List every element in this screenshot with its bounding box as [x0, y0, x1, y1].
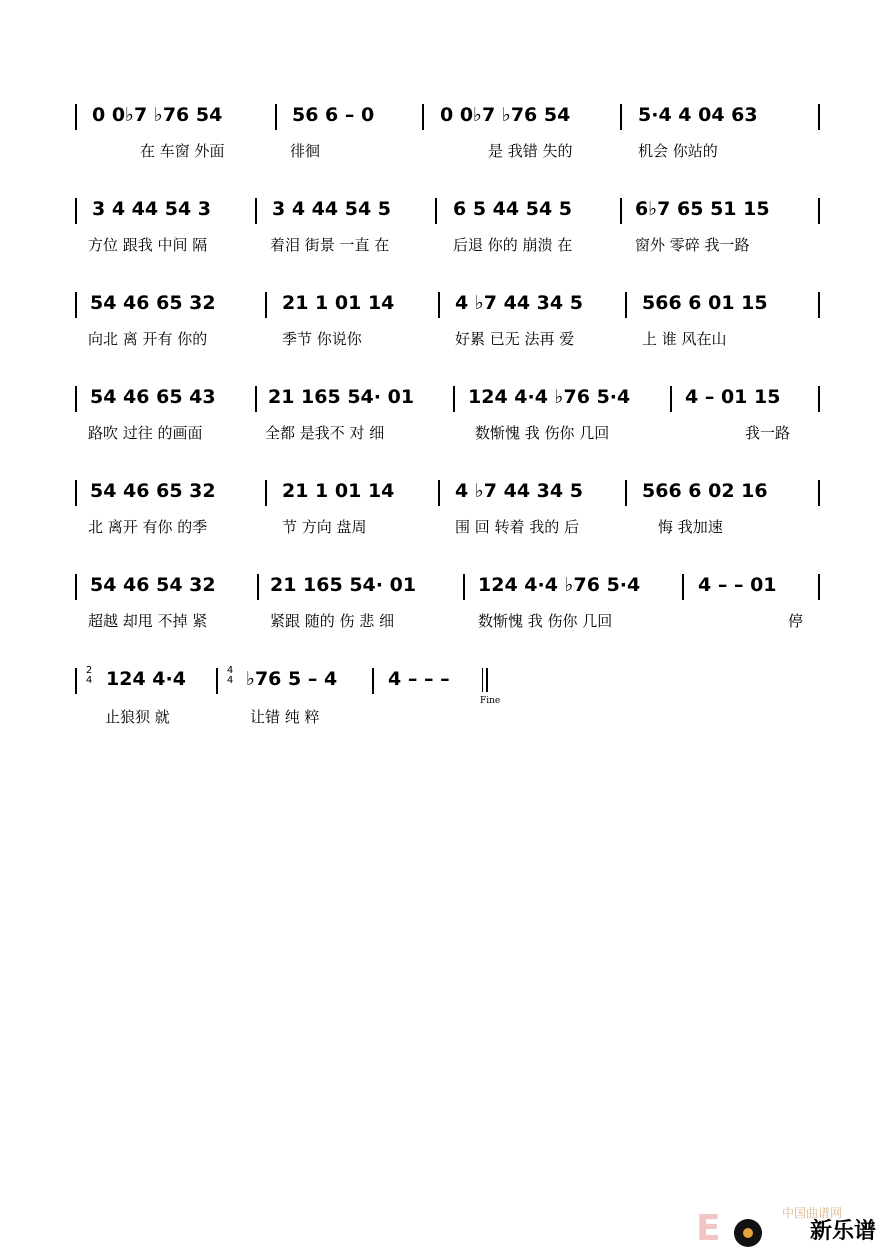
measure-notes: 54 46 65 32 — [90, 292, 216, 314]
barline — [438, 292, 440, 318]
measure-notes: 4 – – 01 — [698, 574, 777, 596]
measure-notes: 566 6 01 15 — [642, 292, 768, 314]
measure-lyrics: 全都 是我不 对 细 — [265, 424, 385, 442]
barline — [453, 386, 455, 412]
barline — [255, 386, 257, 412]
barline — [463, 574, 465, 600]
time-signature-bottom: 4 — [226, 675, 234, 686]
barline — [75, 292, 77, 318]
measure-lyrics: 让错 纯 粹 — [250, 708, 320, 726]
measure-lyrics: 后退 你的 崩溃 在 — [453, 236, 573, 254]
score-row-7 — [70, 662, 510, 742]
measure-notes: 5·4 4 04 63 — [638, 104, 758, 126]
measure-lyrics: 方位 跟我 中间 隔 — [88, 236, 208, 254]
score-row-4 — [70, 380, 830, 460]
measure-notes: 56 6 – 0 — [292, 104, 375, 126]
measure-notes: 6 5 44 54 5 — [453, 198, 573, 220]
measure-lyrics: 路吹 过往 的画面 — [88, 424, 203, 442]
barline — [75, 480, 77, 506]
measure-lyrics: 向北 离 开有 你的 — [88, 330, 208, 348]
measure-lyrics: 悔 我加速 — [658, 518, 723, 536]
barline — [620, 198, 622, 224]
measure-lyrics: 停 — [788, 612, 804, 630]
measure-lyrics: 节 方向 盘周 — [282, 518, 367, 536]
measure-lyrics: 上 谁 风在山 — [642, 330, 727, 348]
barline — [275, 104, 277, 130]
barline — [75, 574, 77, 600]
measure-notes: 21 165 54· 01 — [270, 574, 417, 596]
barline — [670, 386, 672, 412]
score-row-5 — [70, 474, 830, 554]
barline — [438, 480, 440, 506]
measure-notes: 566 6 02 16 — [642, 480, 768, 502]
measure-lyrics: 我一路 — [745, 424, 791, 442]
measure-notes: 54 46 65 32 — [90, 480, 216, 502]
barline — [75, 386, 77, 412]
barline — [435, 198, 437, 224]
measure-notes: 4 ♭7 44 34 5 — [455, 480, 583, 502]
measure-notes: 0 0♭7 ♭76 54 — [440, 104, 571, 126]
measure-notes: 0 0♭7 ♭76 54 — [92, 104, 223, 126]
measure-notes: 3 4 44 54 5 — [272, 198, 392, 220]
barline — [818, 292, 820, 318]
measure-lyrics: 在 车窗 外面 — [140, 142, 225, 160]
barline — [818, 386, 820, 412]
measure-notes: 124 4·4 ♭76 5·4 — [468, 386, 631, 408]
barline — [75, 198, 77, 224]
logo-icon: E — [696, 1208, 721, 1249]
measure-lyrics: 好累 已无 法再 爱 — [455, 330, 575, 348]
measure-notes: 21 165 54· 01 — [268, 386, 415, 408]
measure-notes: 6♭7 65 51 15 — [635, 198, 770, 220]
barline — [818, 104, 820, 130]
time-signature-top: 2 — [85, 665, 93, 676]
fine-marking: Fine — [480, 696, 501, 706]
final-barline-thick — [486, 668, 488, 692]
measure-notes: ♭76 5 – 4 — [246, 668, 338, 690]
measure-notes: 4 ♭7 44 34 5 — [455, 292, 583, 314]
measure-notes: 54 46 65 43 — [90, 386, 216, 408]
barline — [818, 480, 820, 506]
record-icon — [734, 1219, 762, 1247]
time-signature — [84, 666, 94, 686]
measure-notes: 21 1 01 14 — [282, 480, 395, 502]
score-row-2 — [70, 192, 830, 272]
barline — [422, 104, 424, 130]
watermark-brand: 新乐谱 — [809, 1219, 876, 1244]
measure-lyrics: 北 离开 有你 的季 — [88, 518, 208, 536]
measure-lyrics: 数惭愧 我 伤你 几回 — [478, 612, 613, 630]
measure-lyrics: 着泪 街景 一直 在 — [270, 236, 390, 254]
measure-lyrics: 数惭愧 我 伤你 几回 — [475, 424, 610, 442]
barline — [257, 574, 259, 600]
score-row-1 — [70, 98, 830, 178]
barline — [682, 574, 684, 600]
barline — [265, 292, 267, 318]
measure-lyrics: 机会 你站的 — [638, 142, 718, 160]
time-signature-top: 4 — [226, 665, 234, 676]
measure-lyrics: 是 我错 失的 — [488, 142, 573, 160]
barline — [216, 668, 218, 694]
measure-notes: 4 – – – — [388, 668, 450, 690]
measure-notes: 124 4·4 — [106, 668, 186, 690]
measure-notes: 21 1 01 14 — [282, 292, 395, 314]
measure-lyrics: 止狼狈 就 — [105, 708, 170, 726]
measure-lyrics: 紧跟 随的 伤 悲 细 — [270, 612, 395, 630]
measure-notes: 54 46 54 32 — [90, 574, 216, 596]
watermark-faded-text: 中国曲谱网 — [781, 1206, 842, 1220]
watermark — [690, 1207, 880, 1253]
score-row-6 — [70, 568, 830, 648]
measure-notes: 124 4·4 ♭76 5·4 — [478, 574, 641, 596]
barline — [620, 104, 622, 130]
measure-notes: 3 4 44 54 3 — [92, 198, 212, 220]
measure-lyrics: 超越 却甩 不掉 紧 — [88, 612, 208, 630]
measure-lyrics: 季节 你说你 — [282, 330, 362, 348]
measure-lyrics: 围 回 转着 我的 后 — [455, 518, 580, 536]
time-signature-bottom: 4 — [85, 675, 93, 686]
barline — [75, 668, 77, 694]
final-barline-thin — [482, 668, 483, 692]
barline — [625, 292, 627, 318]
measure-lyrics: 窗外 零碎 我一路 — [635, 236, 750, 254]
barline — [372, 668, 374, 694]
barline — [255, 198, 257, 224]
barline — [818, 198, 820, 224]
time-signature — [225, 666, 235, 686]
barline — [818, 574, 820, 600]
barline — [265, 480, 267, 506]
measure-notes: 4 – 01 15 — [685, 386, 781, 408]
score-row-3 — [70, 286, 830, 366]
measure-lyrics: 徘徊 — [290, 142, 321, 160]
barline — [75, 104, 77, 130]
barline — [625, 480, 627, 506]
